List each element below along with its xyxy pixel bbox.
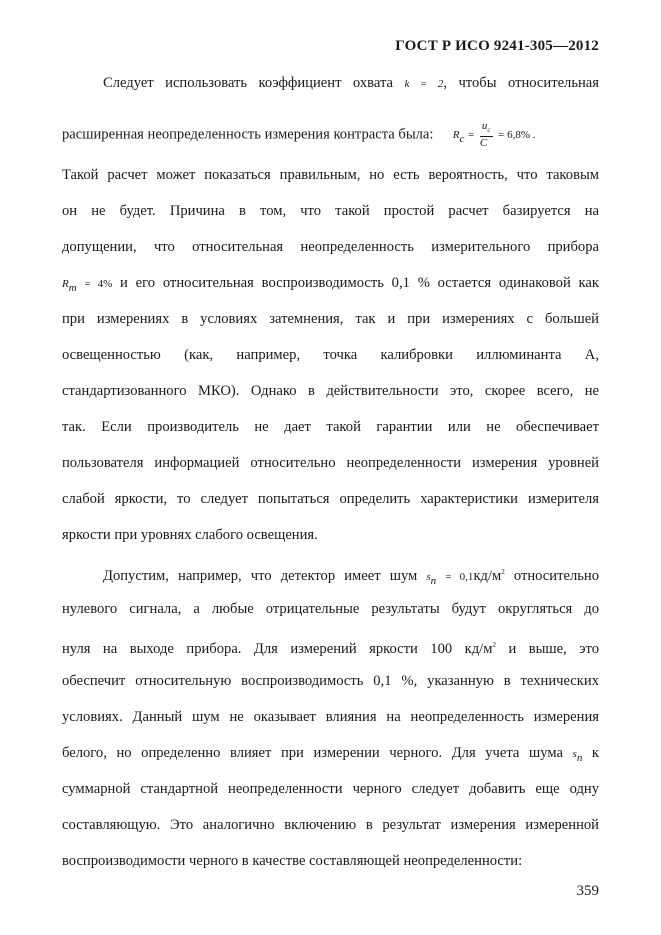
text-line: Допустим, например, что детектор имеет шум $s_n = 0,1кд/м^2$ относительно xyxy=(103,567,599,587)
text-line: освещенностью (как, например, точка калибровки иллюминанта А, xyxy=(62,347,599,363)
text-line: допущении, что относительная неопределенность измерительного прибора xyxy=(62,239,599,255)
formula-k: k = 2 xyxy=(404,78,444,90)
text-line: воспроизводимости черного в качестве составляющей неопределенности: xyxy=(62,853,523,869)
text-line: Такой расчет может показаться правильным, но есть вероятность, что таковым xyxy=(62,167,599,183)
text-line: белого, но определенно влияет при измерении черного. Для учета шума $s_n$ к xyxy=(62,745,599,764)
formula-rc: $R_c$ = $\frac{u_c}{C}$ = 6,8% . xyxy=(452,120,536,150)
text-line: расширенная неопределенность измерения контраста была: $R_c$ = $\frac{u_c}{C}$ = 6,8% . xyxy=(62,120,536,150)
text-line: Следует использовать коэффициент охвата k = 2, чтобы относительная xyxy=(103,75,599,91)
formula-sn-inline: $s_n$ xyxy=(572,748,583,764)
text-line: пользователя информацией относительно неопределенности измерения уровней xyxy=(62,455,599,471)
text-line: слабой яркости, то следует попытаться определить характеристики измерителя xyxy=(62,491,599,507)
text-line: так. Если производитель не дает такой гарантии или не обеспечивает xyxy=(62,419,599,435)
standard-header: ГОСТ Р ИСО 9241-305—2012 xyxy=(395,38,599,54)
text-line: яркости при уровнях слабого освещения. xyxy=(62,527,318,543)
text-line: нуля на выходе прибора. Для измерений яркости 100 $кд/м^2$ и выше, это xyxy=(62,640,600,657)
text-line: при измерениях в условиях затемнения, так и при измерениях с большей xyxy=(62,311,599,327)
text-line: нулевого сигнала, а любые отрицательные результаты будут округляться до xyxy=(62,601,599,617)
formula-sn: $s_n = 0,1$ xyxy=(426,570,474,587)
page-number: 359 xyxy=(576,883,599,899)
text-line: составляющую. Это аналогично включению в результат измерения измеренной xyxy=(62,817,599,833)
text-line: стандартизованного МКО). Однако в действительности это, скорее всего, не xyxy=(62,383,599,399)
text-line: условиях. Данный шум не оказывает влияния на неопределенность измерения xyxy=(62,709,599,725)
fraction: $\frac{u_c}{C}$ xyxy=(479,120,491,150)
text-line: он не будет. Причина в том, что такой простой расчет базируется на xyxy=(62,203,599,219)
text-line: суммарной стандартной неопределенности черного следует добавить еще одну xyxy=(62,781,599,797)
text-line: обеспечит относительную воспроизводимость 0,1 %, указанную в технических xyxy=(62,673,599,689)
text-line: $R_m = 4\%$ и его относительная воспроизводимость 0,1 % остается одинаковой как xyxy=(62,275,599,294)
formula-rm: $R_m = 4\%$ xyxy=(62,278,113,294)
